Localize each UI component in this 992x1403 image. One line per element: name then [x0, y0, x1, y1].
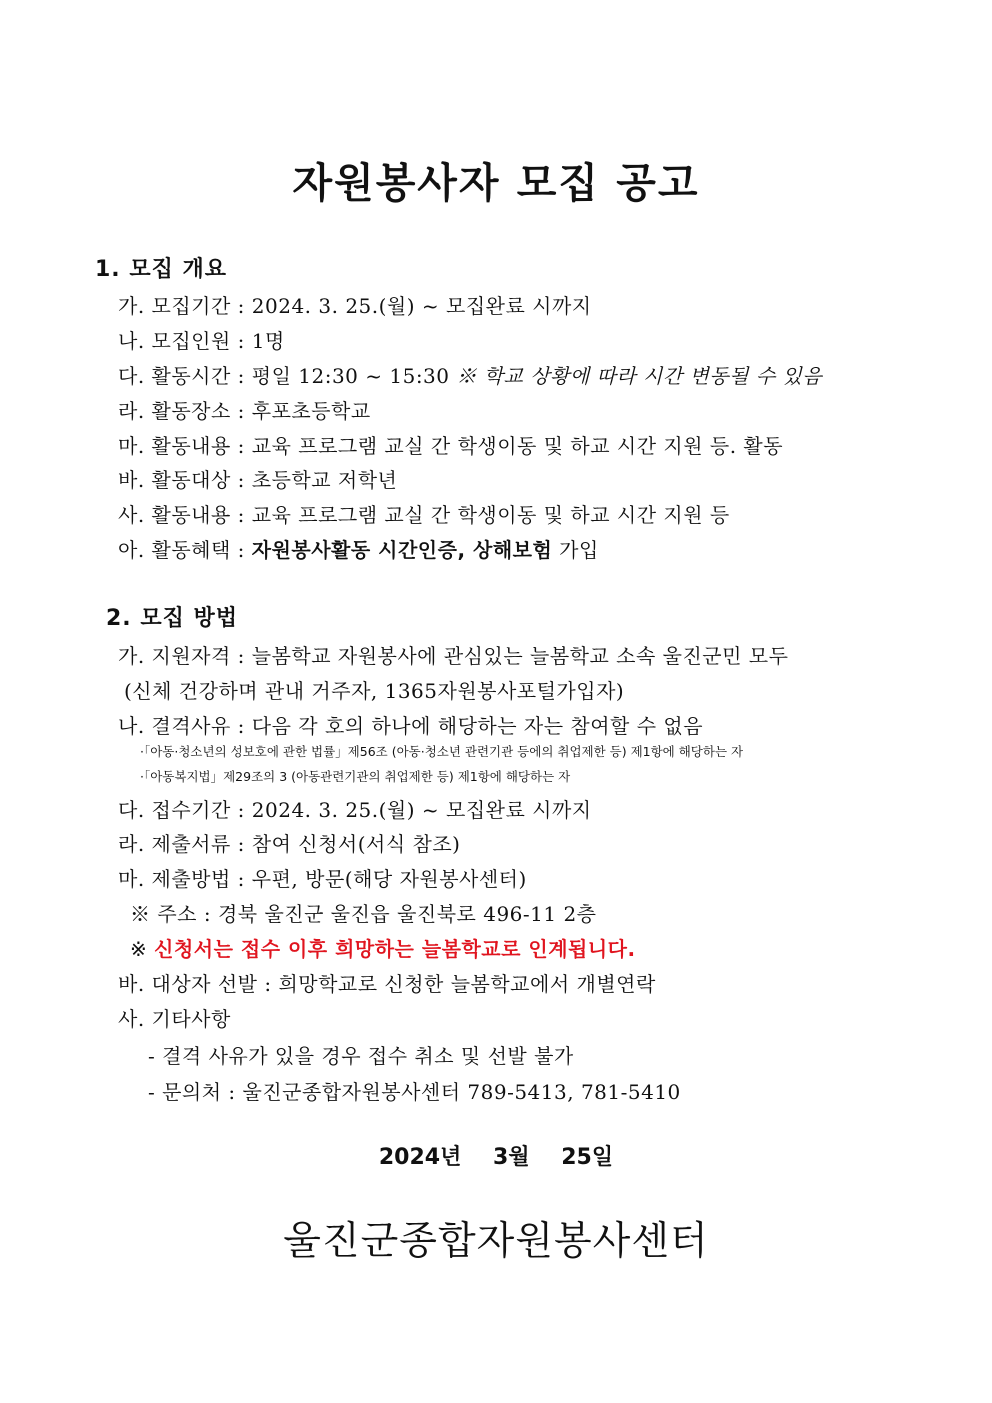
document-title: 자원봉사자 모집 공고 — [292, 159, 700, 207]
s2-item-other: 사. 기타사항 — [118, 1007, 231, 1031]
date-year: 2024년 — [378, 1145, 462, 1170]
section2-heading: 2. 모집 방법 — [106, 606, 238, 631]
s2-item-other-sub-1: - 결격 사유가 있을 경우 접수 취소 및 선발 불가 — [148, 1044, 574, 1068]
s1-item-benefit — [118, 534, 599, 563]
s1-item-target: 바. 활동대상 : 초등학교 저학년 — [118, 468, 398, 492]
organization-name: 울진군종합자원봉사센터 — [283, 1219, 709, 1264]
s1-item-benefit-suffix: 가입 — [552, 538, 599, 562]
s2-item-submission-method: 마. 제출방법 : 우편, 방문(해당 자원봉사센터) — [118, 867, 527, 891]
s2-item-address: ※ 주소 : 경북 울진군 울진읍 울진북로 496-11 2층 — [130, 902, 597, 926]
s2-item-disqualification-law-1: ·「아동·청소년의 성보호에 관한 법률」제56조 (아동·청소년 관련기관 등에의 취업제한 등) 제1항에 해당하는 자 — [140, 744, 744, 759]
s1-item-time-main: 다. 활동시간 : 평일 12:30 ~ 15:30 — [118, 364, 450, 388]
notice-red-text: 신청서는 접수 이후 희망하는 늘봄학교로 인계됩니다. — [154, 937, 636, 961]
s1-item-benefit-bold: 자원봉사활동 시간인증, 상해보험 — [251, 538, 553, 562]
s2-item-other-sub-2: - 문의처 : 울진군종합자원봉사센터 789-5413, 781-5410 — [148, 1080, 681, 1104]
s1-item-time — [118, 360, 822, 389]
s2-item-disqualification: 나. 결격사유 : 다음 각 호의 하나에 해당하는 자는 참여할 수 없음 — [118, 714, 704, 738]
s2-item-documents: 라. 제출서류 : 참여 신청서(서식 참조) — [118, 832, 461, 856]
s1-item-content-2: 사. 활동내용 : 교육 프로그램 교실 간 학생이동 및 하교 시간 지원 등 — [118, 503, 730, 527]
s1-item-benefit-prefix: 아. 활동혜택 : — [118, 538, 252, 562]
s2-item-eligibility-sub: (신체 건강하며 관내 거주자, 1365자원봉사포털가입자) — [124, 679, 625, 703]
s1-item-place: 라. 활동장소 : 후포초등학교 — [118, 399, 371, 423]
s1-item-content: 마. 활동내용 : 교육 프로그램 교실 간 학생이동 및 하교 시간 지원 등. 활동 — [118, 434, 784, 458]
date-day: 25일 — [561, 1145, 614, 1170]
s2-item-notice — [130, 933, 636, 962]
s2-item-disqualification-law-2: ·「아동복지법」제29조의 3 (아동관련기관의 취업제한 등) 제1항에 해당하는 자 — [140, 769, 571, 784]
section1-heading: 1. 모집 개요 — [95, 257, 227, 282]
s1-item-period: 가. 모집기간 : 2024. 3. 25.(월) ~ 모집완료 시까지 — [118, 294, 592, 318]
document-date — [0, 1140, 992, 1171]
s1-item-count: 나. 모집인원 : 1명 — [118, 329, 285, 353]
s2-item-application-period: 다. 접수기간 : 2024. 3. 25.(월) ~ 모집완료 시까지 — [118, 798, 592, 822]
s2-item-selection: 바. 대상자 선발 : 희망학교로 신청한 늘봄학교에서 개별연락 — [118, 972, 656, 996]
s1-item-time-note: ※ 학교 상황에 따라 시간 변동될 수 있음 — [456, 364, 823, 388]
s2-item-eligibility: 가. 지원자격 : 늘봄학교 자원봉사에 관심있는 늘봄학교 소속 울진군민 모두 — [118, 644, 789, 668]
notice-mark: ※ — [130, 937, 155, 961]
date-month: 3월 — [493, 1145, 530, 1170]
